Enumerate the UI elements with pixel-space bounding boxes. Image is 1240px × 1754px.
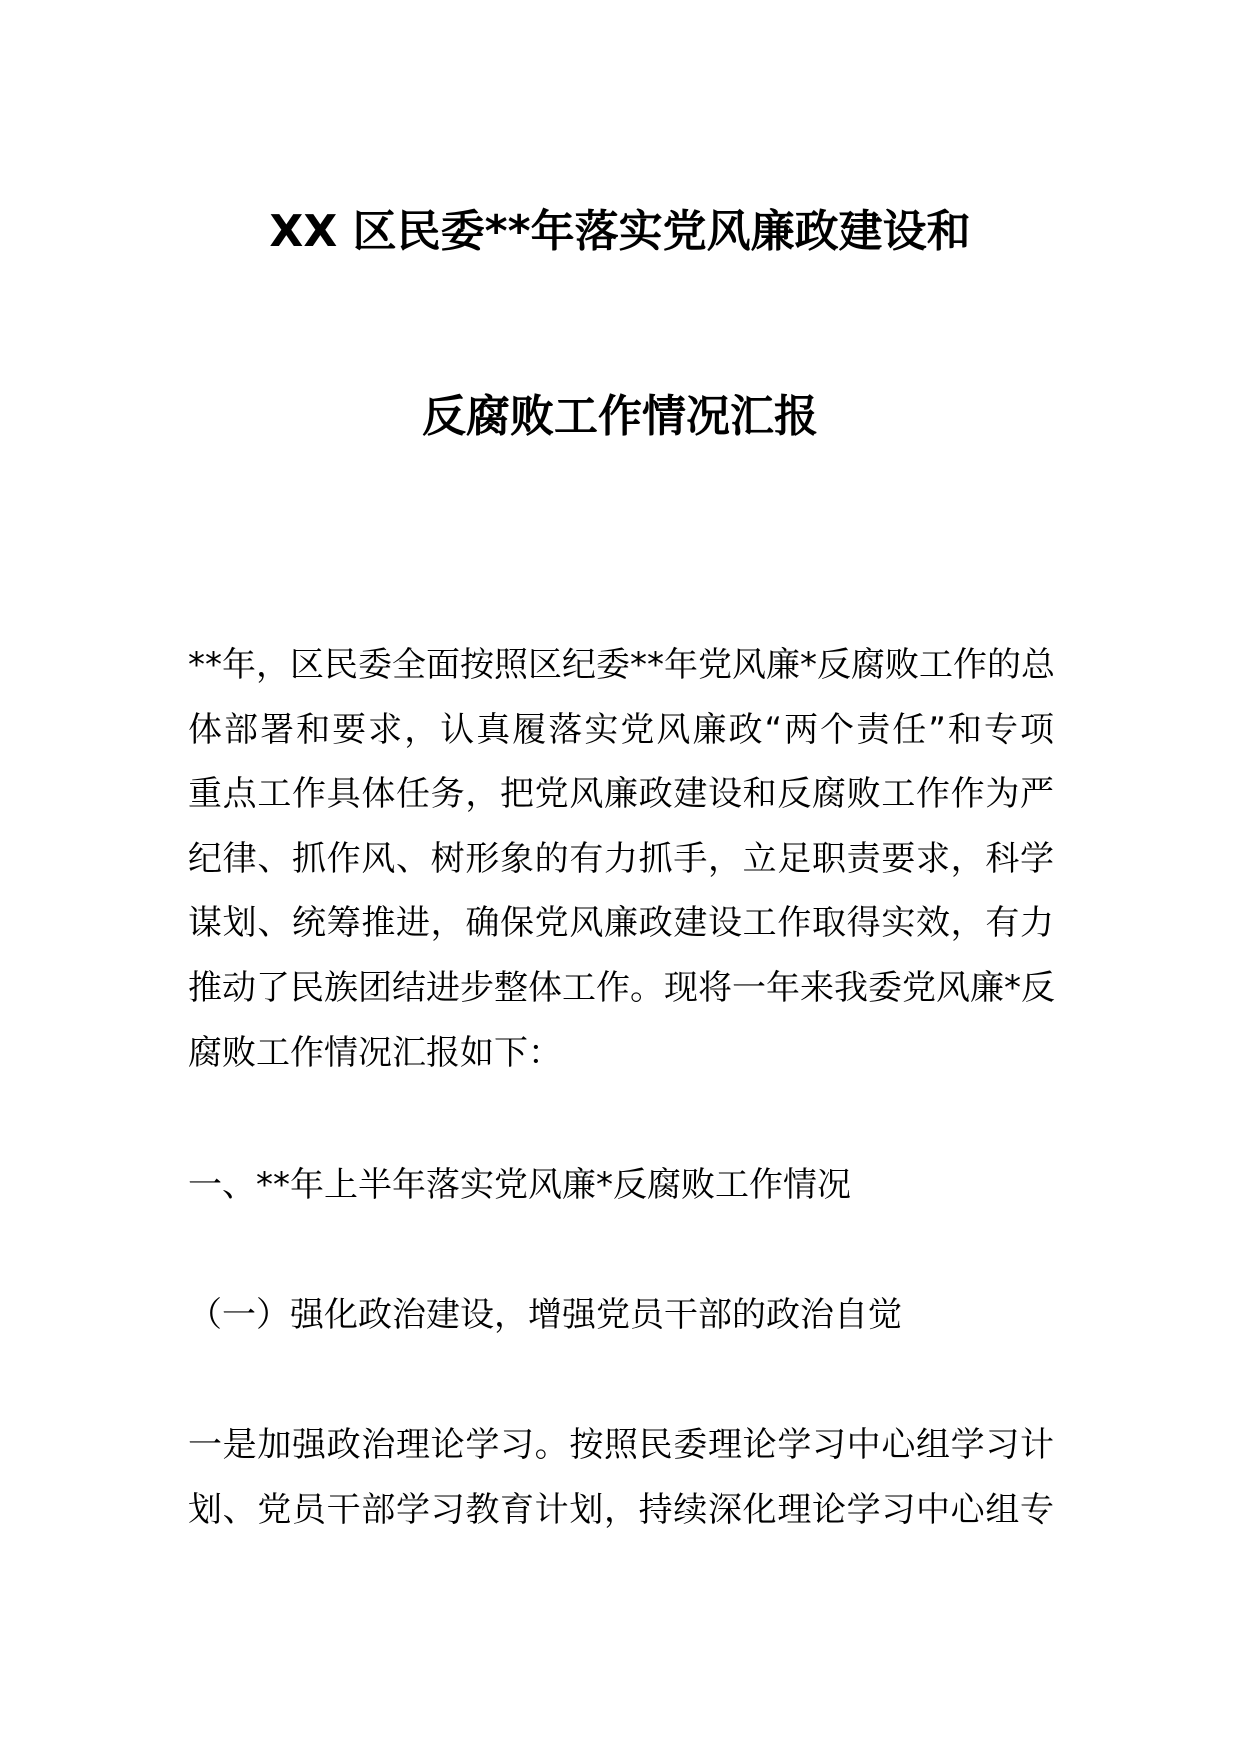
- section-heading: 一、**年上半年落实党风廉*反腐败工作情况: [188, 1165, 851, 1205]
- paragraph-line: 腐败工作情况汇报如下：: [188, 1032, 562, 1073]
- paragraph-line: 谋划、统筹推进，确保党风廉政建设工作取得实效，有力: [188, 903, 1054, 944]
- intro-paragraph: [188, 633, 1054, 1085]
- paragraph-line: 纪律、抓作风、树形象的有力抓手，立足职责要求，科学: [188, 838, 1054, 879]
- paragraph-line: 一是加强政治理论学习。按照民委理论学习中心组学习计: [188, 1425, 1054, 1465]
- document-title-line-1: XX 区民委**年落实党风廉政建设和: [269, 206, 971, 257]
- paragraph-line: 体部署和要求，认真履落实党风廉政“两个责任”和专项: [188, 709, 1054, 750]
- paragraph-line: **年，区民委全面按照区纪委**年党风廉*反腐败工作的总: [188, 645, 1055, 685]
- paragraph-line: 推动了民族团结进步整体工作。现将一年来我委党风廉*反: [188, 967, 1055, 1008]
- body-paragraph: [188, 1413, 1054, 1542]
- document-title-line-2: 反腐败工作情况汇报: [422, 391, 818, 442]
- paragraph-line: 划、党员干部学习教育计划，持续深化理论学习中心组专: [188, 1489, 1054, 1530]
- subsection-heading: （一）强化政治建设，增强党员干部的政治自觉: [188, 1295, 902, 1335]
- paragraph-line: 重点工作具体任务，把党风廉政建设和反腐败工作作为严: [188, 774, 1054, 815]
